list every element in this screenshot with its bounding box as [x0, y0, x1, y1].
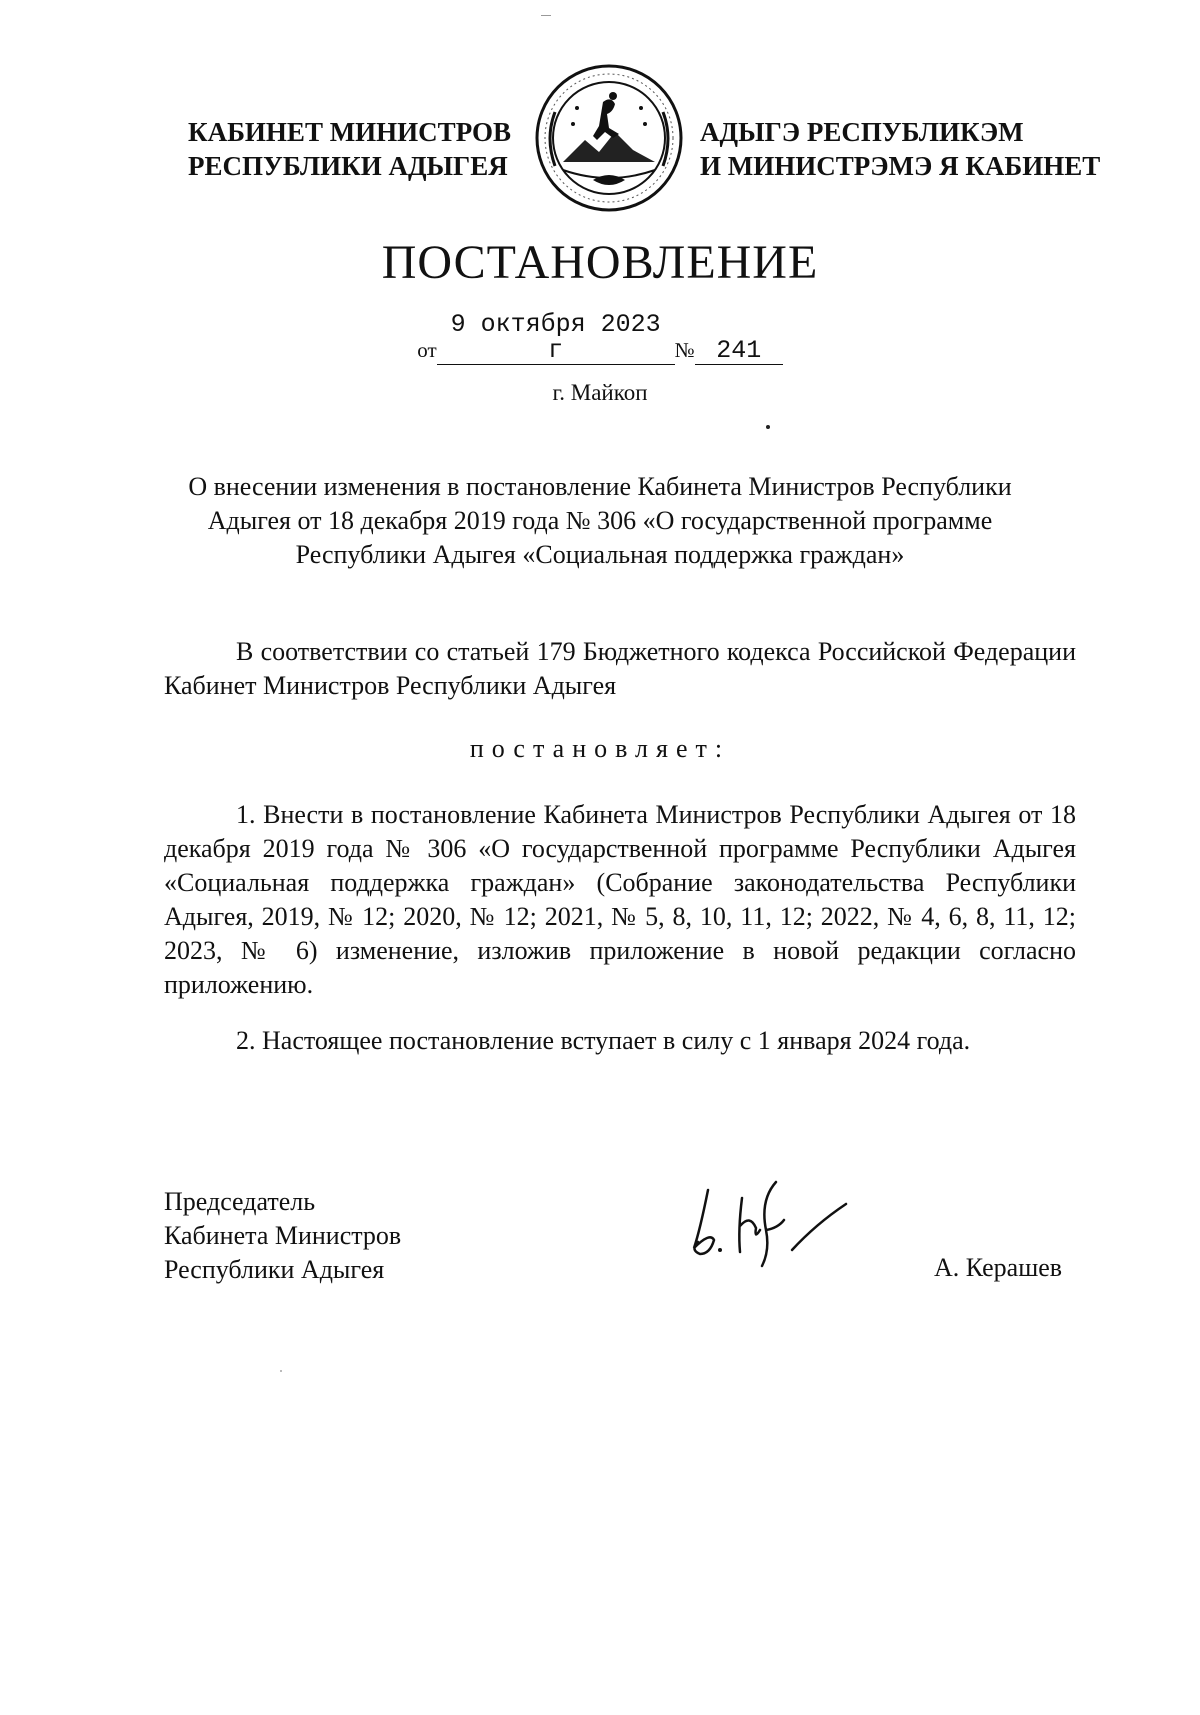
position-line: Республики Адыгея	[164, 1255, 385, 1284]
issuer-line: И МИНИСТРЭМЭ Я КАБИНЕТ	[700, 151, 1101, 181]
issuer-line: КАБИНЕТ МИНИСТРОВ	[188, 117, 512, 147]
coat-of-arms-adygea-icon	[533, 62, 685, 214]
subject-line: Республики Адыгея «Социальная поддержка граждан»	[295, 540, 905, 569]
handwritten-signature	[680, 1170, 860, 1280]
signatory-name: А. Керашев	[934, 1253, 1063, 1282]
date-prefix: от	[417, 338, 437, 362]
subject-line: О внесении изменения в постановление Кабинета Министров Республики	[188, 472, 1012, 501]
signatory-position	[164, 1185, 401, 1287]
document-subject	[160, 470, 1040, 572]
decree-word: постановляет:	[469, 734, 731, 763]
city: г. Майкоп	[552, 380, 648, 405]
scan-artifact	[541, 15, 551, 16]
scan-artifact	[766, 425, 770, 429]
date-field: 9 октября 2023 г	[437, 312, 675, 365]
scan-artifact	[280, 1370, 282, 1372]
position-line: Председатель	[164, 1187, 316, 1216]
number-label: №	[674, 338, 695, 362]
document-title: ПОСТАНОВЛЕНИЕ	[381, 236, 819, 289]
issuer-name-adyghe	[700, 115, 1120, 183]
issuer-name-russian	[188, 115, 518, 183]
number-field: 241	[695, 338, 783, 365]
item-2-paragraph: 2. Настоящее постановление вступает в силу с 1 января 2024 года.	[236, 1026, 971, 1055]
preamble-paragraph: В соответствии со статьей 179 Бюджетного кодекса Российской Федерации Кабинет Министров Республики Адыгея	[164, 637, 1076, 700]
subject-line: Адыгея от 18 декабря 2019 года № 306 «О государственной программе	[207, 506, 993, 535]
issuer-line: АДЫГЭ РЕСПУБЛИКЭМ	[700, 117, 1024, 147]
position-line: Кабинета Министров	[164, 1221, 402, 1250]
issuer-line: РЕСПУБЛИКИ АДЫГЕЯ	[188, 151, 508, 181]
date-number-line	[0, 312, 1200, 365]
item-1-paragraph: 1. Внести в постановление Кабинета Министров Республики Адыгея от 18 декабря 2019 года № 306 «О государственной программе Республики Адыгея «Социальная поддержка граждан» (Собрание законодательства Республики Адыгея, 2019, № 12; 2020, № 12; 2021, № 5, 8, 10, 11, 12; 2022, № 4, 6, 8, 11, 12; 2023, № 6) изменение, изложив приложение в новой редакции согласно приложению.	[164, 800, 1076, 999]
